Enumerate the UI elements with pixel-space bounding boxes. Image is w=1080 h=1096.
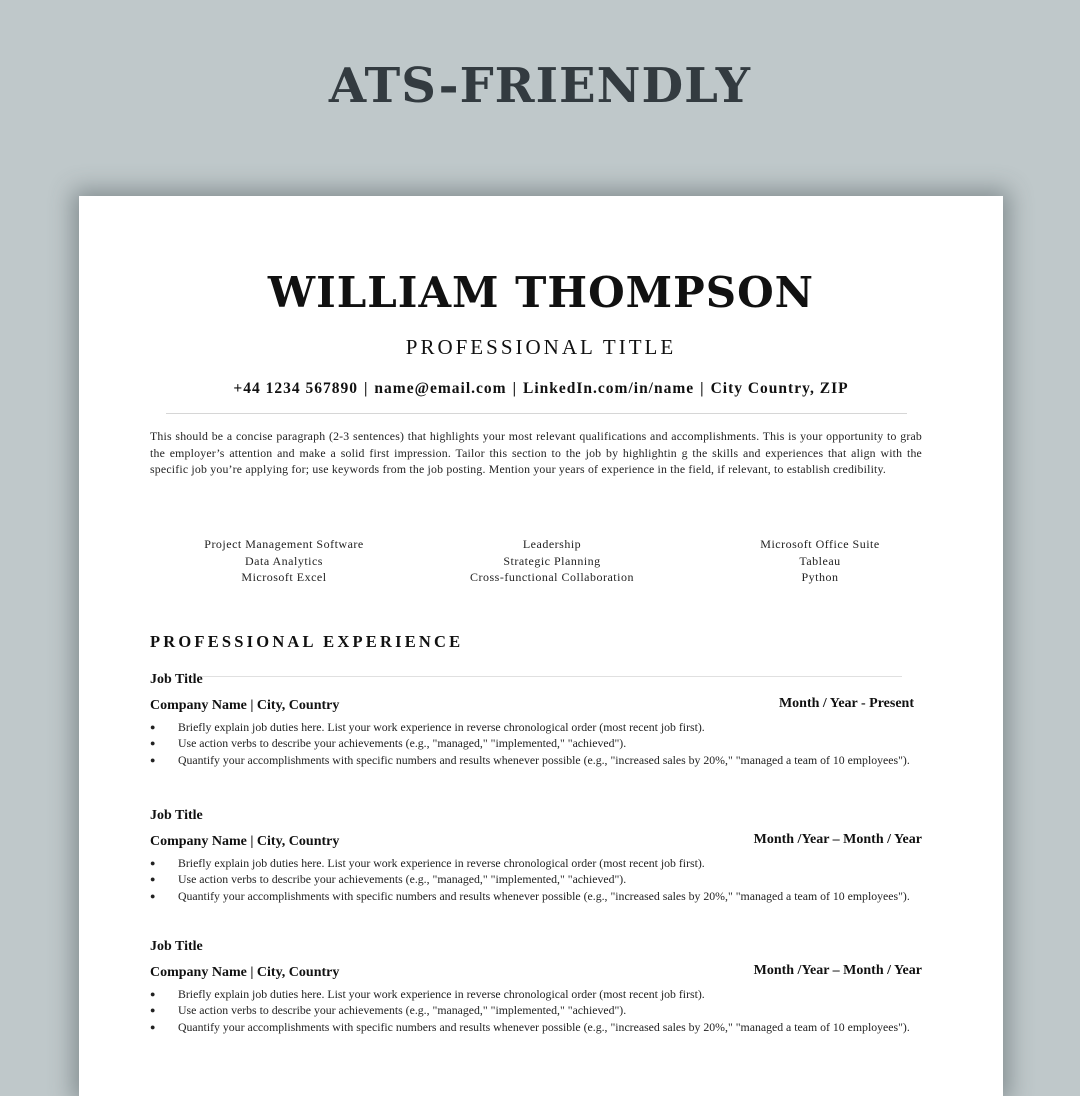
job-title: Job Title xyxy=(150,672,203,687)
company-row xyxy=(150,963,920,986)
company-row xyxy=(150,696,920,719)
job-dates: Month /Year – Month / Year xyxy=(753,832,922,847)
skill-item: Cross-functional Collaboration xyxy=(470,570,634,585)
skills-column-1 xyxy=(134,536,434,586)
resume-page xyxy=(79,196,1003,1096)
professional-title: PROFESSIONAL TITLE xyxy=(405,335,677,359)
company-row xyxy=(150,832,920,855)
job-title: Job Title xyxy=(150,939,203,954)
list-item: ● Use action verbs to describe your achievements (e.g., "managed," "implemented," "achieved"). xyxy=(150,1002,920,1018)
contact-separator: | xyxy=(700,380,705,397)
skill-item: Project Management Software xyxy=(204,537,364,551)
job-bullets xyxy=(150,855,920,904)
job-dates: Month /Year – Month / Year xyxy=(753,963,922,978)
contact-email: name@email.com xyxy=(374,380,507,397)
job-bullets xyxy=(150,986,920,1035)
skill-item: Leadership xyxy=(522,537,582,551)
list-item: ● Quantify your accomplishments with specific numbers and results whenever possible (e.g., "increased sales by 20%," "managed a team of 10 employees"). xyxy=(150,1019,920,1035)
skill-item: Microsoft Excel xyxy=(241,570,327,585)
summary-paragraph: This should be a concise paragraph (2-3 sentences) that highlights your most relevant qualifications and accomplishments. This is your opportunity to grab the employer’s attention and make a solid first impression. Tailor this section to the job by highlightin g the skills and experiences that align with the specific job you’re applying for; use keywords from the job posting. Mention your years of experience in the field, if relevant, to establish credibility. xyxy=(150,429,922,476)
contact-location: City Country, ZIP xyxy=(710,380,849,397)
skill-item: Strategic Planning xyxy=(503,553,601,568)
skill-item: Python xyxy=(801,570,839,585)
skill-item: Data Analytics xyxy=(245,553,323,568)
list-item: ● Quantify your accomplishments with specific numbers and results whenever possible (e.g., "increased sales by 20%," "managed a team of 10 employees"). xyxy=(150,752,920,768)
job-bullets xyxy=(150,719,920,768)
skill-item: Tableau xyxy=(799,553,841,568)
job-title: Job Title xyxy=(150,808,203,823)
job-entry xyxy=(150,939,920,1035)
banner-title: ATS-FRIENDLY xyxy=(328,58,752,114)
experience-heading: PROFESSIONAL EXPERIENCE xyxy=(150,632,464,651)
contact-linkedin: LinkedIn.com/in/name xyxy=(523,380,695,397)
list-item: ● Use action verbs to describe your achievements (e.g., "managed," "implemented," "achieved"). xyxy=(150,735,920,751)
job-entry xyxy=(150,808,920,904)
list-item: ● Briefly explain job duties here. List your work experience in reverse chronological order (most recent job first). xyxy=(150,855,920,871)
skill-item: Microsoft Office Suite xyxy=(760,537,880,551)
company-name: Company Name | City, Country xyxy=(150,834,340,849)
job-entry xyxy=(150,672,920,768)
skills-column-2 xyxy=(402,536,702,586)
list-item: ● Use action verbs to describe your achievements (e.g., "managed," "implemented," "achieved"). xyxy=(150,871,920,887)
company-name: Company Name | City, Country xyxy=(150,965,340,980)
contact-separator: | xyxy=(512,380,517,397)
company-name: Company Name | City, Country xyxy=(150,698,340,713)
contact-line xyxy=(79,380,1003,398)
skills-column-3 xyxy=(670,536,970,586)
list-item: ● Briefly explain job duties here. List your work experience in reverse chronological order (most recent job first). xyxy=(150,719,920,735)
job-dates: Month / Year - Present xyxy=(778,696,914,711)
list-item: ● Quantify your accomplishments with specific numbers and results whenever possible (e.g., "increased sales by 20%," "managed a team of 10 employees"). xyxy=(150,888,920,904)
contact-phone: +44 1234 567890 xyxy=(233,380,358,397)
header-divider xyxy=(166,413,907,414)
resume-name: WILLIAM THOMPSON xyxy=(267,268,815,317)
list-item: ● Briefly explain job duties here. List your work experience in reverse chronological order (most recent job first). xyxy=(150,986,920,1002)
contact-separator: | xyxy=(364,380,369,397)
